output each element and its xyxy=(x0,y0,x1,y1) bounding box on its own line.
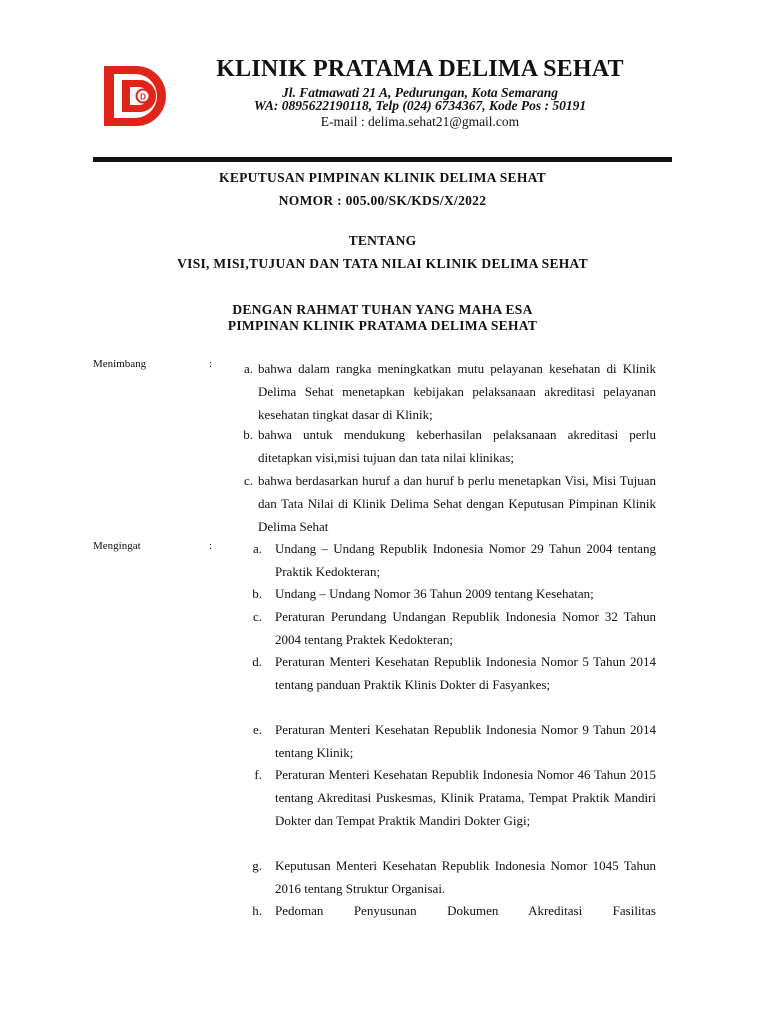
mengingat-item xyxy=(234,582,656,605)
list-marker: d. xyxy=(252,654,262,669)
list-marker: f. xyxy=(254,767,262,782)
list-item-text: Keputusan Menteri Kesehatan Republik Indonesia Nomor 1045 Tahun 2016 tentang Struktur Organisai. xyxy=(275,858,656,896)
mengingat-item xyxy=(234,763,656,832)
menimbang-item xyxy=(234,469,656,538)
clinic-address: Jl. Fatmawati 21 A, Pedurungan, Kota Semarang xyxy=(282,85,558,100)
list-marker: b. xyxy=(252,586,262,601)
list-item-text: Undang – Undang Republik Indonesia Nomor 29 Tahun 2004 tentang Praktik Kedokteran; xyxy=(275,541,656,579)
list-marker: g. xyxy=(252,858,262,873)
mengingat-item xyxy=(234,899,656,922)
list-item-text: Peraturan Menteri Kesehatan Republik Indonesia Nomor 5 Tahun 2014 tentang panduan Praktik Klinis Dokter di Fasyankes; xyxy=(275,654,656,692)
menimbang-label: Menimbang xyxy=(93,358,147,370)
mengingat-item xyxy=(234,718,656,764)
decree-about-label: TENTANG xyxy=(348,233,417,248)
list-item-text: Undang – Undang Nomor 36 Tahun 2009 tentang Kesehatan; xyxy=(275,586,594,601)
clinic-name: KLINIK PRATAMA DELIMA SEHAT xyxy=(216,56,624,82)
list-marker: c. xyxy=(252,609,262,624)
clinic-email: E-mail : delima.sehat21@gmail.com xyxy=(320,114,520,129)
list-item-text: Peraturan Menteri Kesehatan Republik Indonesia Nomor 9 Tahun 2014 tentang Klinik; xyxy=(275,722,656,760)
menimbang-colon: : xyxy=(209,358,213,370)
mengingat-colon: : xyxy=(209,540,213,552)
decree-title: KEPUTUSAN PIMPINAN KLINIK DELIMA SEHAT xyxy=(219,170,546,185)
list-marker: a. xyxy=(252,541,262,556)
menimbang-item xyxy=(234,357,656,426)
list-item-text: Peraturan Menteri Kesehatan Republik Indonesia Nomor 46 Tahun 2015 tentang Akreditasi Puskesmas, Klinik Pratama, Tempat Praktik Mandiri Dokter dan Tempat Praktik Mandiri Dokter Gigi; xyxy=(275,767,656,828)
header-divider xyxy=(93,157,672,162)
list-marker: h. xyxy=(252,903,262,918)
list-marker: c. xyxy=(243,473,253,488)
list-marker: a. xyxy=(243,361,253,376)
svg-text:D: D xyxy=(140,92,146,102)
list-item-text: bahwa dalam rangka meningkatkan mutu pelayanan kesehatan di Klinik Delima Sehat menetapkan kebijakan pelaksanaan akreditasi pelayanan kesehatan tingkat dasar di Klinik; xyxy=(258,361,656,422)
list-item-text: bahwa berdasarkan huruf a dan huruf b perlu menetapkan Visi, Misi Tujuan dan Tata Nilai di Klinik Delima Sehat dengan Keputusan Pimpinan Klinik Delima Sehat xyxy=(258,473,656,534)
menimbang-item xyxy=(234,423,656,469)
list-marker: b. xyxy=(243,427,253,442)
decree-number: NOMOR : 005.00/SK/KDS/X/2022 xyxy=(278,193,487,208)
decree-blessing: DENGAN RAHMAT TUHAN YANG MAHA ESA xyxy=(232,302,533,317)
mengingat-item xyxy=(234,854,656,900)
list-item-text: Pedoman Penyusunan Dokumen Akreditasi Fasilitas xyxy=(275,903,656,918)
mengingat-item xyxy=(234,605,656,651)
mengingat-item xyxy=(234,537,656,583)
mengingat-label: Mengingat xyxy=(93,540,141,552)
list-marker: e. xyxy=(252,722,262,737)
decree-issuer: PIMPINAN KLINIK PRATAMA DELIMA SEHAT xyxy=(227,318,538,333)
decree-subject: VISI, MISI,TUJUAN DAN TATA NILAI KLINIK DELIMA SEHAT xyxy=(177,256,588,271)
list-item-text: bahwa untuk mendukung keberhasilan pelaksanaan akreditasi perlu ditetapkan visi,misi tujuan dan tata nilai klinikas; xyxy=(258,427,656,465)
list-item-text: Peraturan Perundang Undangan Republik Indonesia Nomor 32 Tahun 2004 tentang Praktek Kedokteran; xyxy=(275,609,656,647)
mengingat-item xyxy=(234,650,656,696)
clinic-contact: WA: 0895622190118, Telp (024) 6734367, Kode Pos : 50191 xyxy=(253,98,587,113)
